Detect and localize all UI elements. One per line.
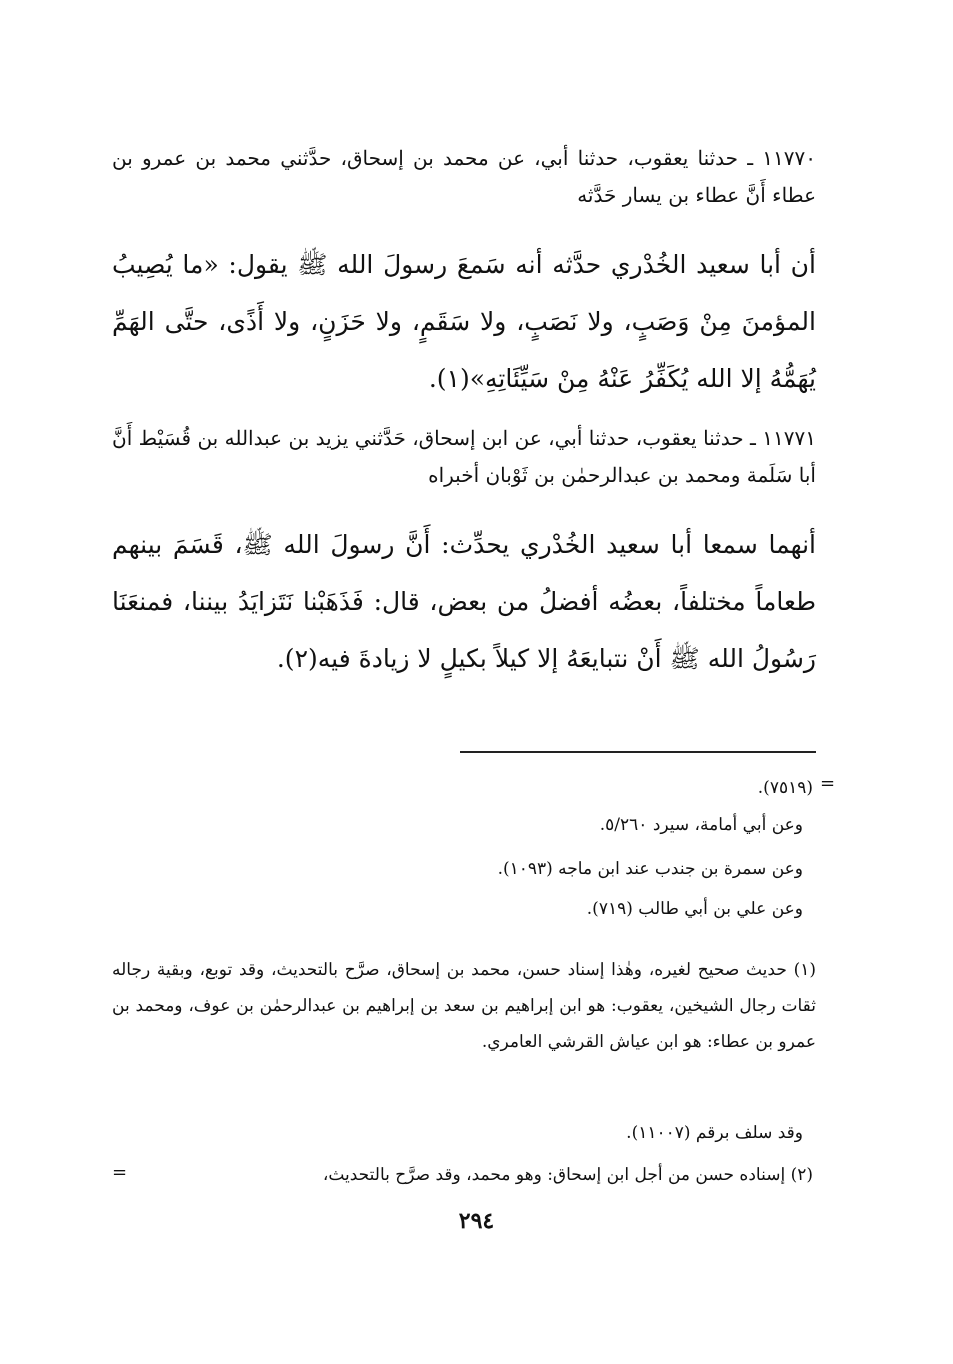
- footnote-continuation-marker: =: [820, 773, 836, 794]
- footnote-1: (١) حديث صحيح لغيره، وهٰذا إسناد حسن، محمد بن إسحاق، صرَّح بالتحديث، وقد توبع، وبقية رجاله ثقات رجال الشيخين، يعقوب: هو ابن إبراهيم بن سعد بن إبراهيم بن عبدالرحمٰن بن عوف، ومحمد بن عمرو بن عطاء: هو ابن عياش القرشي العامري.: [112, 960, 816, 1052]
- footnote-1-tail: وقد سلف برقم (١١٠٠٧).: [626, 1123, 803, 1143]
- footnote-continuation-line: وعن علي بن أبي طالب (٧١٩).: [586, 899, 803, 919]
- footnote-2: (٢) إسناده حسن من أجل ابن إسحاق: وهو محمد، وقد صرَّح بالتحديث،: [322, 1165, 813, 1185]
- hadith-11771-matn: أنهما سمعا أبا سعيد الخُدْري يحدِّث: أَنَّ رسولَ الله ﷺ، قَسَمَ بينهم طعاماً مختلفاً، بعضُه أفضلُ من بعض، قال: فَذَهَبْنا نَتَزايَدُ بيننا، فمنعَنَا رَسُولُ الله ﷺ أَنْ نتبايعَهُ إلا كيلاً بكيلٍ لا زيادةَ فيه(٢).: [112, 530, 816, 673]
- hadith-11770-matn: أن أبا سعيد الخُدْري حدَّثه أنه سَمعَ رسولَ الله ﷺ يقول: «ما يُصِيبُ المؤمنَ مِنْ وَصَبٍ، ولا نَصَبٍ، ولا سَقَمٍ، ولا حَزَنٍ، ولا أَذًى، حتَّى الهَمِّ يُهَمُّهُ إلا الله يُكَفِّرُ عَنْهُ مِنْ سَيِّئَاتِهِ»(١).: [112, 250, 816, 393]
- page-number: ٢٩٤: [458, 1208, 495, 1234]
- footnote-divider: [460, 751, 816, 753]
- footnote-continuation-line: وعن سمرة بن جندب عند ابن ماجه (١٠٩٣).: [497, 859, 803, 879]
- footnote-continuation-line: (٧٥١٩).: [757, 778, 813, 798]
- footnote-continuation-line: وعن أبي أمامة، سيرد ٥/٢٦٠.: [599, 815, 803, 835]
- hadith-11770-isnad: ١١٧٧٠ ـ حدثنا يعقوب، حدثنا أبي، عن محمد بن إسحاق، حدَّثني محمد بن عمرو بن عطاء أَنَّ عطاء بن يسار حَدَّثه: [112, 146, 816, 207]
- footnote-end-marker: =: [112, 1162, 128, 1183]
- hadith-11771-isnad: ١١٧٧١ ـ حدثنا يعقوب، حدثنا أبي، عن ابن إسحاق، حَدَّثني يزيد بن عبدالله بن قُسَيْط أَنَّ أبا سَلَمة ومحمد بن عبدالرحمٰن بن ثَوْبان أخبراه: [112, 426, 816, 487]
